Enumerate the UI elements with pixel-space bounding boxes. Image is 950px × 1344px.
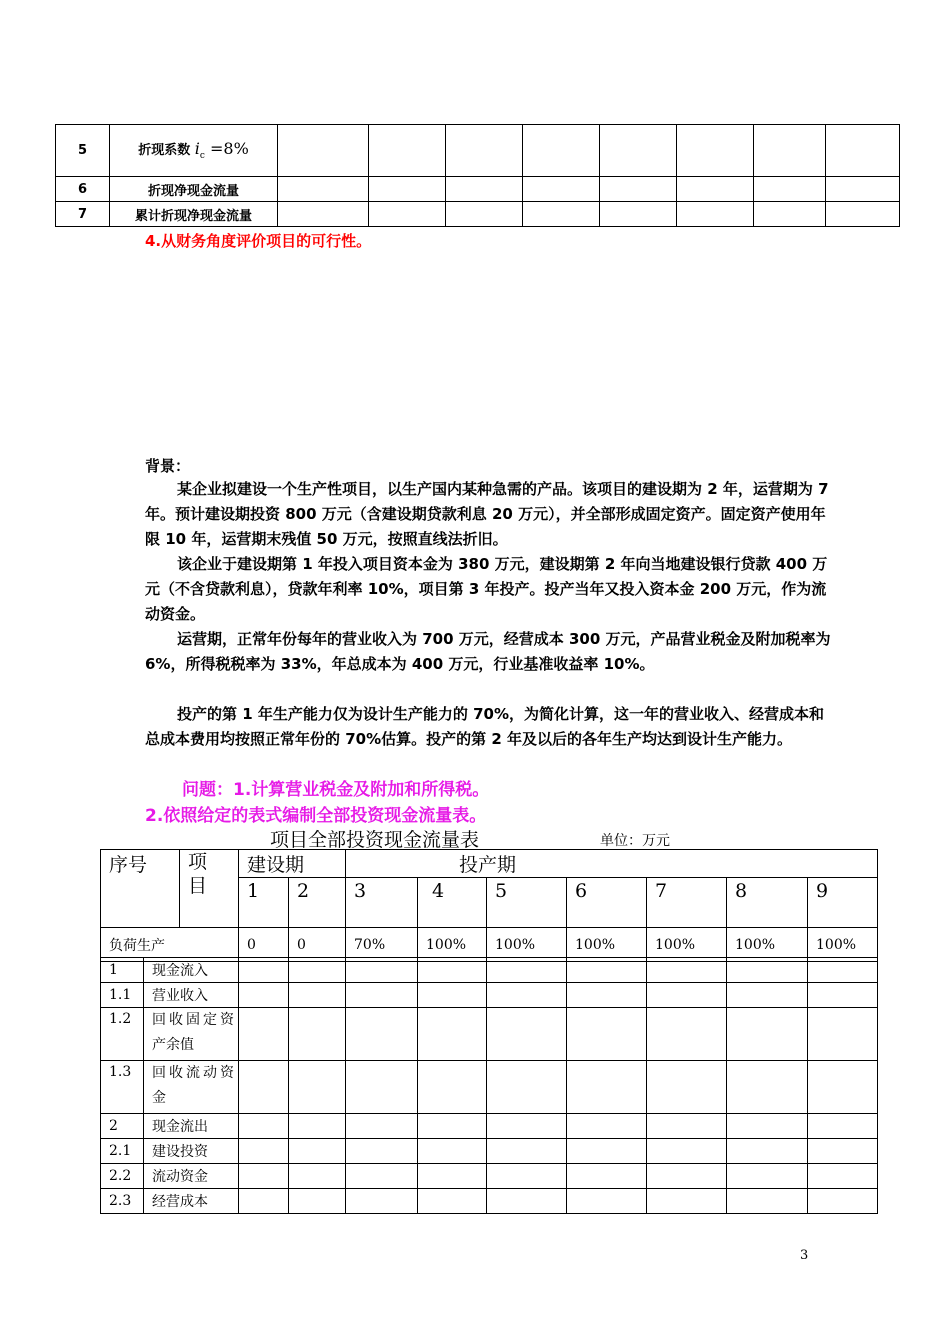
row-label: 回收流动资金 — [144, 1061, 239, 1114]
construction-period-header: 建设期 — [239, 850, 346, 878]
load-value: 100% — [567, 928, 647, 962]
table-cell[interactable] — [446, 202, 523, 227]
table-row — [101, 983, 878, 1008]
page-number: 3 — [800, 1248, 809, 1263]
item-header: 项 目 — [180, 850, 239, 928]
table-cell[interactable] — [278, 202, 369, 227]
table-cell[interactable] — [278, 125, 369, 177]
row-label: 营业收入 — [144, 983, 239, 1008]
load-value: 100% — [418, 928, 487, 962]
table-row — [56, 125, 900, 177]
header-row — [101, 850, 878, 878]
table-cell[interactable] — [346, 1139, 418, 1164]
table-cell[interactable] — [239, 1008, 289, 1061]
table-cell[interactable] — [808, 983, 878, 1008]
row-label: 现金流入 — [144, 958, 239, 983]
row-label: 累计折现净现金流量 — [110, 202, 278, 227]
table-cell[interactable] — [754, 177, 826, 202]
table-cell[interactable] — [567, 1164, 647, 1189]
row-number: 1 — [101, 958, 144, 983]
question-4: 4.从财务角度评价项目的可行性。 — [145, 232, 372, 250]
year-header: 4 — [418, 878, 487, 928]
row-label — [110, 125, 278, 177]
row-number: 2.2 — [101, 1164, 144, 1189]
table-cell[interactable] — [677, 202, 754, 227]
table-cell[interactable] — [826, 202, 900, 227]
table-cell[interactable] — [754, 202, 826, 227]
table-cell[interactable] — [567, 983, 647, 1008]
table-cell[interactable] — [239, 1164, 289, 1189]
table-cell[interactable] — [677, 177, 754, 202]
year-header: 2 — [289, 878, 346, 928]
year-header: 1 — [239, 878, 289, 928]
table-cell[interactable] — [647, 1189, 727, 1214]
background-paragraph-3: 运营期，正常年份每年的营业收入为 700 万元，经营成本 300 万元，产品营业税金及附加税率为 6%，所得税税率为 33%，年总成本为 400 万元，行业基准收益率 10%。 — [145, 630, 831, 673]
year-header: 3 — [346, 878, 418, 928]
table-row — [101, 1139, 878, 1164]
table-cell[interactable] — [487, 1008, 567, 1061]
table-cell[interactable] — [346, 1189, 418, 1214]
table-cell[interactable] — [647, 1139, 727, 1164]
row-number: 1.2 — [101, 1008, 144, 1061]
table-cell[interactable] — [567, 958, 647, 983]
table-cell[interactable] — [289, 1061, 346, 1114]
row-label: 流动资金 — [144, 1164, 239, 1189]
table-cell[interactable] — [369, 177, 446, 202]
row-label: 经营成本 — [144, 1189, 239, 1214]
table-cell[interactable] — [289, 983, 346, 1008]
background-paragraph-1: 某企业拟建设一个生产性项目，以生产国内某种急需的产品。该项目的建设期为 2 年，运营期为 7 年。预计建设期投资 800 万元（含建设期贷款利息 20 万元），并全部形成固定资产。固定资产使用年限 10 年，运营期末残值 50 万元，按照直线法折旧。 — [145, 480, 829, 548]
table-cell[interactable] — [239, 958, 289, 983]
load-value: 100% — [727, 928, 808, 962]
load-value: 100% — [647, 928, 727, 962]
row-number: 1.1 — [101, 983, 144, 1008]
table-cell[interactable] — [487, 1164, 567, 1189]
table-cell[interactable] — [523, 202, 600, 227]
table-cell[interactable] — [727, 1164, 808, 1189]
discount-table — [55, 124, 900, 227]
year-header: 6 — [567, 878, 647, 928]
table-cell[interactable] — [677, 125, 754, 177]
table-row — [56, 202, 900, 227]
table-cell[interactable] — [289, 1008, 346, 1061]
load-value: 0 — [239, 928, 289, 962]
table-cell[interactable] — [239, 1114, 289, 1139]
table-cell[interactable] — [418, 1139, 487, 1164]
table-cell[interactable] — [487, 1189, 567, 1214]
table-cell[interactable] — [567, 1189, 647, 1214]
table-row — [101, 1008, 878, 1061]
row-label: 建设投资 — [144, 1139, 239, 1164]
question-2: 2.依照给定的表式编制全部投资现金流量表。 — [145, 806, 487, 826]
year-header: 5 — [487, 878, 567, 928]
table-cell[interactable] — [727, 1189, 808, 1214]
table-cell[interactable] — [727, 1061, 808, 1114]
table-cell[interactable] — [808, 1139, 878, 1164]
table-row — [101, 1189, 878, 1214]
table-cell[interactable] — [289, 1164, 346, 1189]
cash-flow-table — [100, 849, 878, 962]
table-cell[interactable] — [826, 177, 900, 202]
table-cell[interactable] — [446, 125, 523, 177]
table-cell[interactable] — [567, 1114, 647, 1139]
table-row — [101, 1061, 878, 1114]
table-cell[interactable] — [346, 983, 418, 1008]
table-cell[interactable] — [808, 1164, 878, 1189]
discount-factor-label: 折现系数 — [138, 143, 191, 159]
table-cell[interactable] — [346, 1008, 418, 1061]
row-number: 1.3 — [101, 1061, 144, 1114]
table-cell[interactable] — [727, 1114, 808, 1139]
table-cell[interactable] — [418, 1008, 487, 1061]
table-cell[interactable] — [808, 958, 878, 983]
table-row — [101, 1164, 878, 1189]
table-cell[interactable] — [808, 1061, 878, 1114]
table-cell[interactable] — [523, 177, 600, 202]
load-value: 70% — [346, 928, 418, 962]
table-cell[interactable] — [600, 125, 677, 177]
seq-header: 序号 — [101, 850, 180, 928]
table-cell[interactable] — [727, 958, 808, 983]
table-cell[interactable] — [369, 202, 446, 227]
table-cell[interactable] — [808, 1189, 878, 1214]
table-cell[interactable] — [289, 958, 346, 983]
table-row — [101, 958, 878, 983]
table-cell[interactable] — [727, 1139, 808, 1164]
table-cell[interactable] — [647, 1164, 727, 1189]
table-cell[interactable] — [567, 1008, 647, 1061]
year-header: 7 — [647, 878, 727, 928]
background-paragraph-2: 该企业于建设期第 1 年投入项目资本金为 380 万元，建设期第 2 年向当地建设银行贷款 400 万元（不含贷款利息），贷款年利率 10%，项目第 3 年投产。投产当年又投入资本金 200 万元，作为流动资金。 — [145, 555, 828, 623]
table-cell[interactable] — [346, 1164, 418, 1189]
table-cell[interactable] — [346, 1061, 418, 1114]
table-cell[interactable] — [289, 1189, 346, 1214]
table-cell[interactable] — [346, 1114, 418, 1139]
table-cell[interactable] — [369, 125, 446, 177]
row-number: 5 — [56, 125, 110, 177]
table-cell[interactable] — [487, 983, 567, 1008]
table-cell[interactable] — [239, 1061, 289, 1114]
table-cell[interactable] — [647, 1061, 727, 1114]
table-cell[interactable] — [239, 1189, 289, 1214]
table-cell[interactable] — [600, 202, 677, 227]
discount-rate-formula: $i_c =8\%$ — [194, 139, 249, 162]
table-cell[interactable] — [600, 177, 677, 202]
load-value: 0 — [289, 928, 346, 962]
table-cell[interactable] — [289, 1114, 346, 1139]
table-cell[interactable] — [487, 1061, 567, 1114]
table-cell[interactable] — [446, 177, 523, 202]
table-cell[interactable] — [418, 1189, 487, 1214]
table-cell[interactable] — [289, 1139, 346, 1164]
background-heading: 背景： — [145, 457, 191, 475]
table-cell[interactable] — [567, 1061, 647, 1114]
load-value: 100% — [808, 928, 878, 962]
table-row — [101, 1114, 878, 1139]
table-cell[interactable] — [278, 177, 369, 202]
year-header: 8 — [727, 878, 808, 928]
load-value: 100% — [487, 928, 567, 962]
table-row — [56, 177, 900, 202]
background-paragraph-4: 投产的第 1 年生产能力仅为设计生产能力的 70%，为简化计算，这一年的营业收入、经营成本和总成本费用均按照正常年份的 70%估算。投产的第 2 年及以后的各年生产均达到设计生产能力。 — [145, 705, 825, 748]
table-cell[interactable] — [418, 1061, 487, 1114]
production-period-header: 投产期 — [346, 850, 878, 878]
table-cell[interactable] — [418, 958, 487, 983]
table-cell[interactable] — [418, 983, 487, 1008]
table-cell[interactable] — [487, 958, 567, 983]
table-cell[interactable] — [523, 125, 600, 177]
table-cell[interactable] — [647, 1008, 727, 1061]
table-cell[interactable] — [239, 983, 289, 1008]
row-number: 6 — [56, 177, 110, 202]
row-number: 2.3 — [101, 1189, 144, 1214]
table-cell[interactable] — [727, 1008, 808, 1061]
table-cell[interactable] — [647, 983, 727, 1008]
row-number: 2 — [101, 1114, 144, 1139]
cash-flow-body — [100, 957, 878, 1214]
row-number: 7 — [56, 202, 110, 227]
table-cell[interactable] — [647, 1114, 727, 1139]
table-cell[interactable] — [346, 958, 418, 983]
table-cell[interactable] — [487, 1139, 567, 1164]
table-title: 项目全部投资现金流量表 — [270, 829, 480, 851]
row-label: 折现净现金流量 — [110, 177, 278, 202]
question-1: 问题：1.计算营业税金及附加和所得税。 — [182, 780, 490, 800]
table-cell[interactable] — [239, 1139, 289, 1164]
load-label: 负荷生产 — [101, 928, 239, 962]
table-unit: 单位：万元 — [600, 833, 670, 849]
row-label: 现金流出 — [144, 1114, 239, 1139]
row-number: 2.1 — [101, 1139, 144, 1164]
table-cell[interactable] — [487, 1114, 567, 1139]
table-cell[interactable] — [727, 983, 808, 1008]
table-cell[interactable] — [567, 1139, 647, 1164]
table-cell[interactable] — [418, 1164, 487, 1189]
table-cell[interactable] — [754, 125, 826, 177]
table-cell[interactable] — [826, 125, 900, 177]
table-cell[interactable] — [808, 1008, 878, 1061]
row-label: 回收固定资产余值 — [144, 1008, 239, 1061]
table-cell[interactable] — [808, 1114, 878, 1139]
table-cell[interactable] — [647, 958, 727, 983]
year-header: 9 — [808, 878, 878, 928]
table-cell[interactable] — [418, 1114, 487, 1139]
